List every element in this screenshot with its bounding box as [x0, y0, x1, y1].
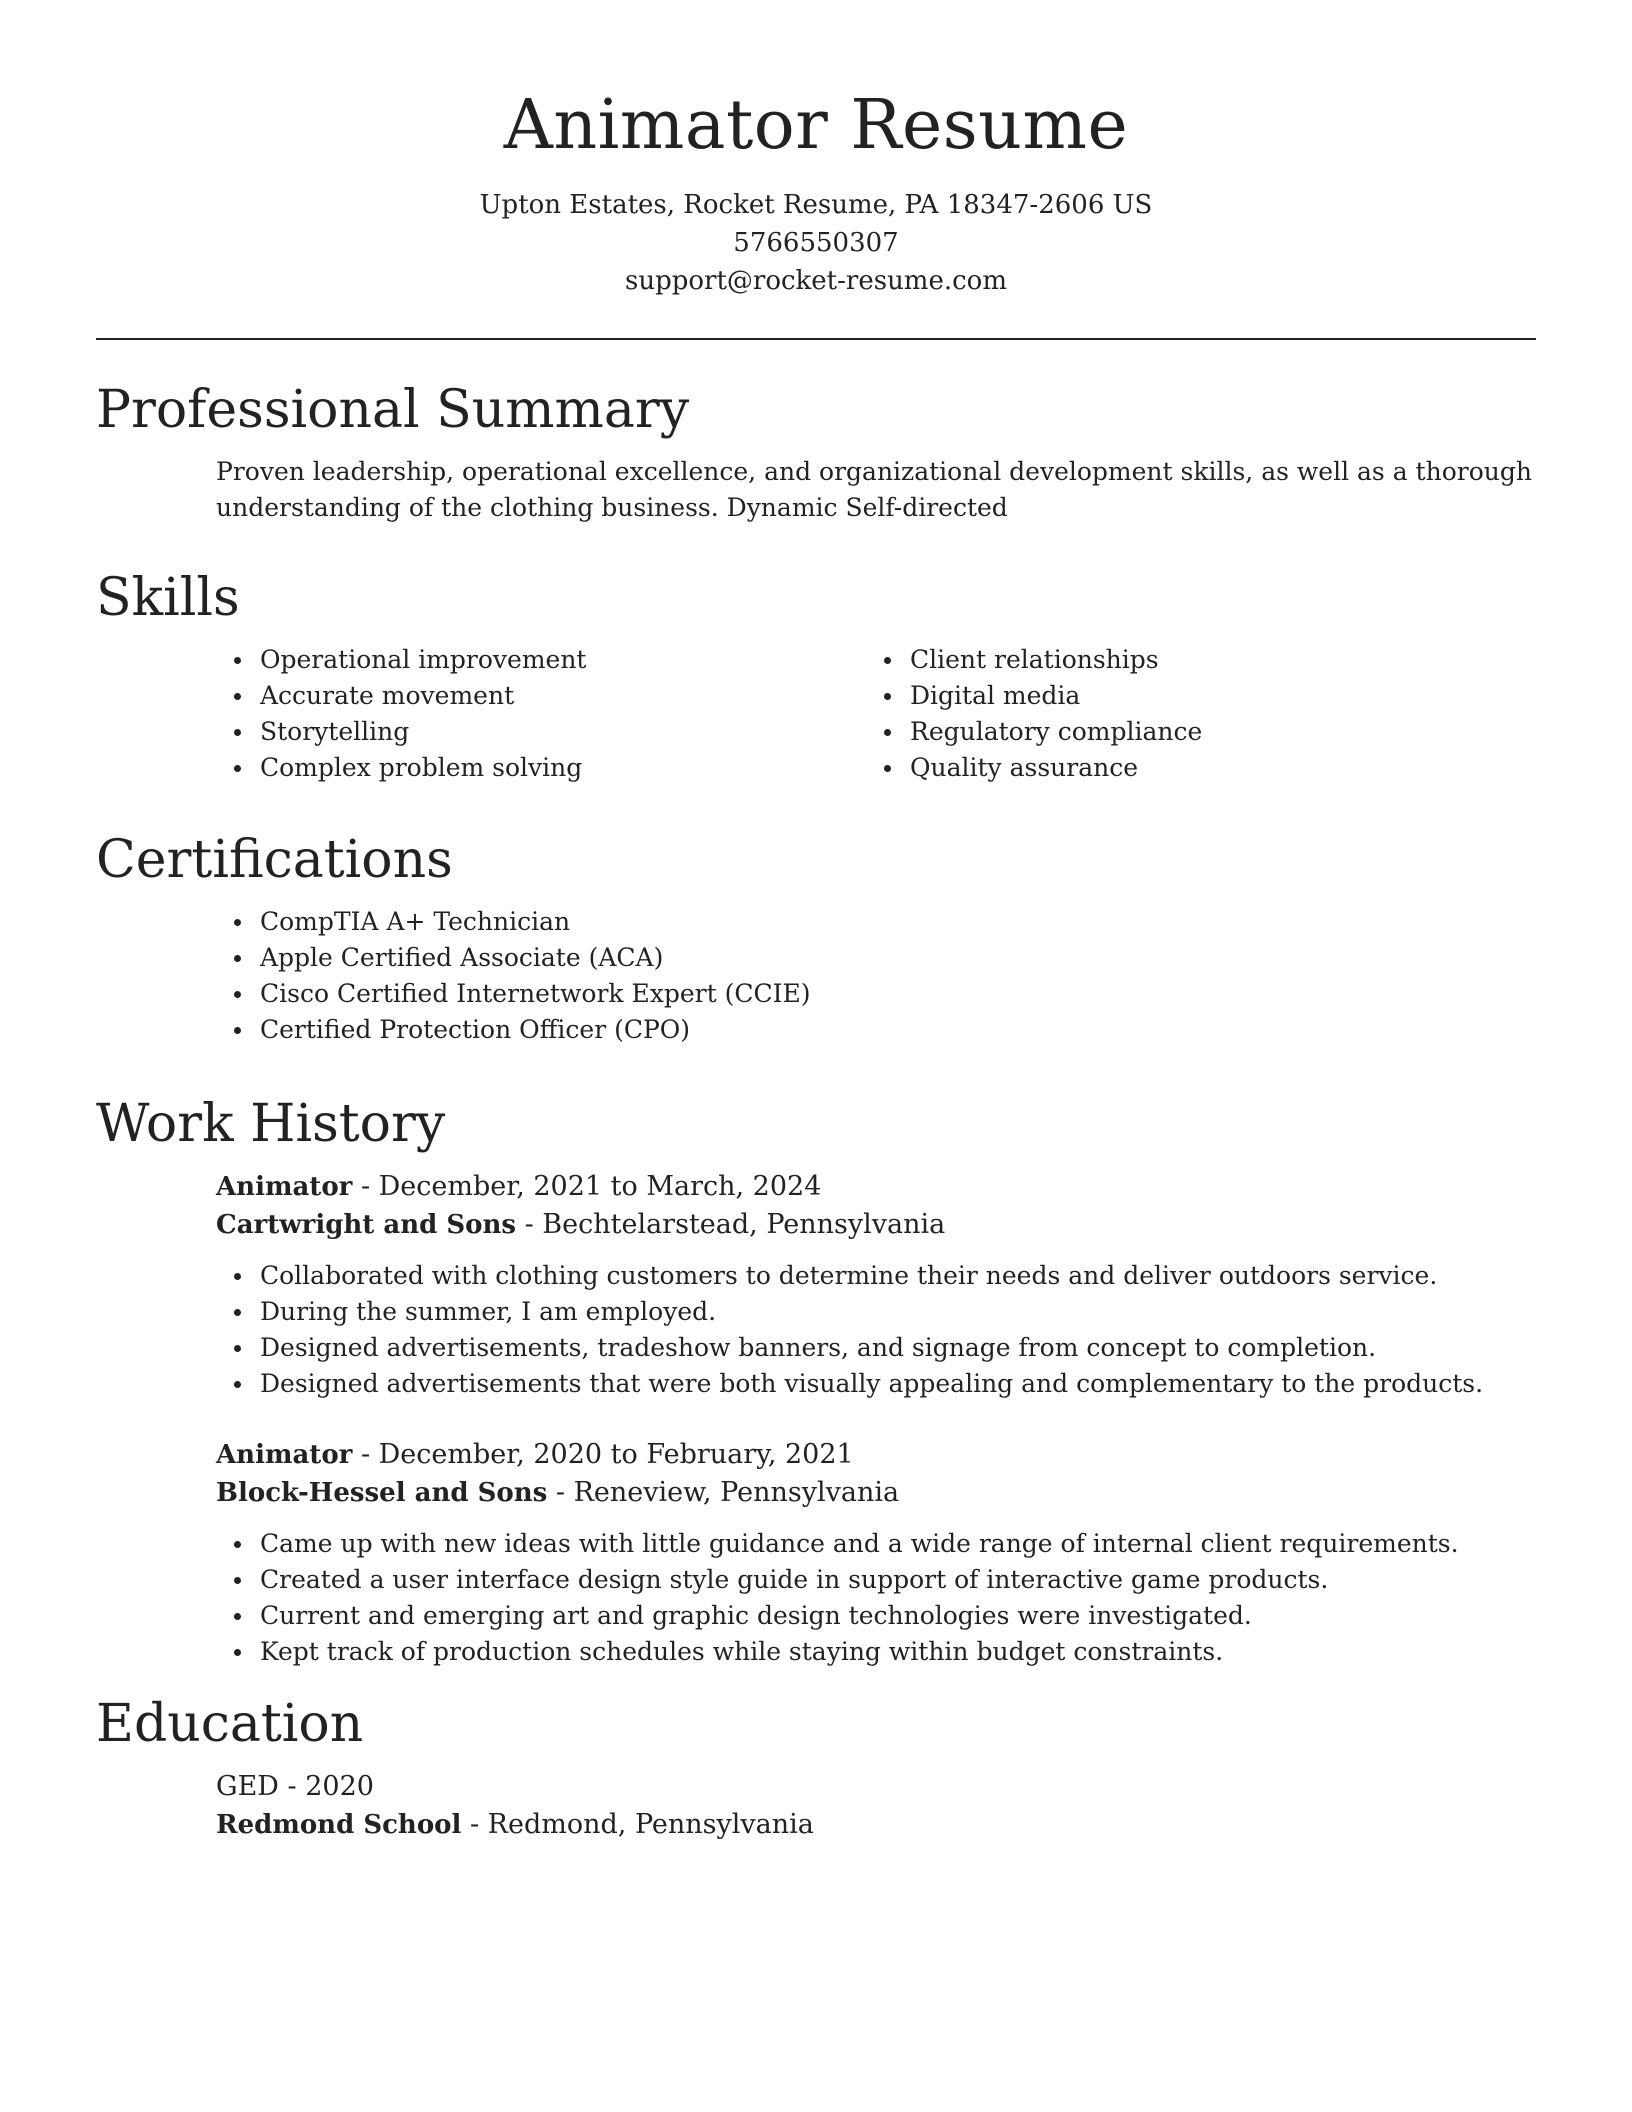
job-company: Block-Hessel and Sons: [216, 1478, 548, 1508]
header-divider: [96, 338, 1536, 340]
contact-address: Upton Estates, Rocket Resume, PA 18347-2606 US: [479, 190, 1153, 220]
job-entry: [216, 1436, 1536, 1670]
job-location: - Bechtelarstead, Pennsylvania: [516, 1209, 946, 1240]
job-duty-item: Came up with new ideas with little guidance and a wide range of internal client requirements.: [260, 1526, 1536, 1562]
skills-heading: Skills: [96, 568, 240, 628]
contact-phone: 5766550307: [733, 228, 899, 258]
section-work-history: [96, 1092, 1536, 1670]
skill-item: Complex problem solving: [260, 750, 866, 786]
job-role: Animator: [216, 1172, 353, 1202]
education-degree: GED: [216, 1771, 279, 1802]
certification-item: Certified Protection Officer (CPO): [260, 1012, 1536, 1048]
resume-title: Animator Resume: [503, 86, 1129, 165]
education-location: - Redmond, Pennsylvania: [461, 1809, 814, 1840]
job-title-line: [216, 1436, 1536, 1474]
job-duty-item: Designed advertisements that were both visually appealing and complementary to the products.: [260, 1366, 1536, 1402]
job-dates: - December, 2020 to February, 2021: [352, 1439, 854, 1470]
skill-item: Regulatory compliance: [910, 714, 1516, 750]
job-duty-item: Kept track of production schedules while staying within budget constraints.: [260, 1634, 1536, 1670]
summary-heading: Professional Summary: [96, 380, 690, 440]
skills-columns: [96, 642, 1536, 786]
section-certifications: [96, 828, 1536, 1048]
education-degree-line: [216, 1768, 1536, 1806]
skill-item: Accurate movement: [260, 678, 866, 714]
certification-item: Apple Certified Associate (ACA): [260, 940, 1536, 976]
section-education: [96, 1692, 1536, 1844]
skills-column-right: [866, 642, 1516, 786]
job-company-line: [216, 1206, 1536, 1244]
job-title-line: [216, 1168, 1536, 1206]
skill-item: Client relationships: [910, 642, 1516, 678]
skill-item: Operational improvement: [260, 642, 866, 678]
section-summary: [96, 378, 1536, 526]
job-duty-item: Designed advertisements, tradeshow banners, and signage from concept to completion.: [260, 1330, 1536, 1366]
education-school: Redmond School: [216, 1810, 462, 1840]
job-company-line: [216, 1474, 1536, 1512]
job-duty-item: Collaborated with clothing customers to determine their needs and deliver outdoors service.: [260, 1258, 1536, 1294]
certifications-heading: Certifications: [96, 830, 453, 890]
job-duty-item: Current and emerging art and graphic design technologies were investigated.: [260, 1598, 1536, 1634]
job-dates: - December, 2021 to March, 2024: [352, 1171, 822, 1202]
certification-item: Cisco Certified Internetwork Expert (CCIE): [260, 976, 1536, 1012]
education-year: - 2020: [278, 1771, 374, 1802]
resume-page: [96, 80, 1536, 1862]
education-school-line: [216, 1806, 1536, 1844]
section-skills: [96, 566, 1536, 786]
job-role: Animator: [216, 1440, 353, 1470]
summary-text: Proven leadership, operational excellence, and organizational development skills, as well as a thorough understanding of the clothing business. Dynamic Self-directed: [216, 457, 1532, 522]
job-company: Cartwright and Sons: [216, 1210, 516, 1240]
education-heading: Education: [96, 1694, 364, 1754]
skill-item: Quality assurance: [910, 750, 1516, 786]
work-history-heading: Work History: [96, 1094, 446, 1154]
job-duty-item: During the summer, I am employed.: [260, 1294, 1536, 1330]
contact-email[interactable]: support@rocket-resume.com: [624, 266, 1007, 296]
job-duty-item: Created a user interface design style guide in support of interactive game products.: [260, 1562, 1536, 1598]
job-entry: [216, 1168, 1536, 1402]
job-location: - Reneview, Pennsylvania: [547, 1477, 900, 1508]
skill-item: Storytelling: [260, 714, 866, 750]
skills-column-left: [216, 642, 866, 786]
resume-header: [96, 80, 1536, 300]
skill-item: Digital media: [910, 678, 1516, 714]
certification-item: CompTIA A+ Technician: [260, 904, 1536, 940]
